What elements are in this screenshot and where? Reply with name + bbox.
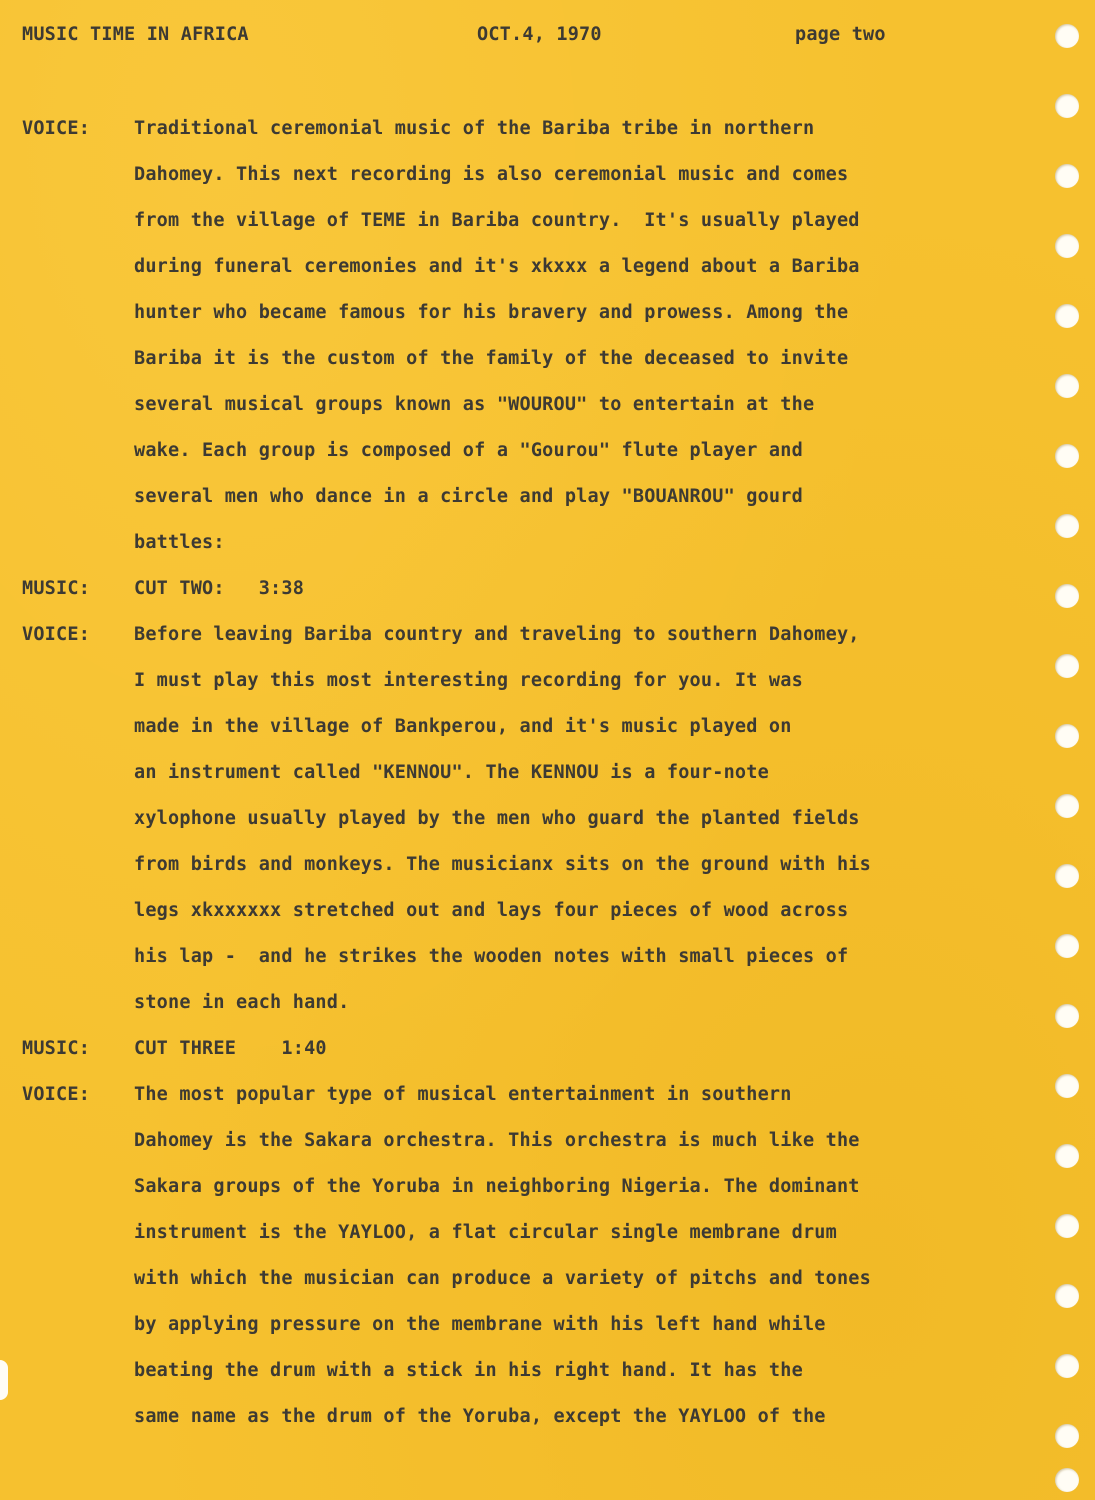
speaker-label-voice: VOICE: (22, 1084, 91, 1105)
perforation-hole (1055, 94, 1079, 118)
perforation-hole (1055, 1004, 1079, 1028)
script-line: several musical groups known as "WOUROU" to entertain at the (134, 394, 815, 415)
page-number: page two (795, 24, 886, 45)
page-header (0, 0, 1095, 60)
perforation-hole (1055, 584, 1079, 608)
script-line: beating the drum with a stick in his right hand. It has the (134, 1360, 803, 1381)
script-line: an instrument called "KENNOU". The KENNOU is a four-note (134, 762, 769, 783)
perforation-strip (1055, 24, 1081, 1500)
script-line: Traditional ceremonial music of the Bariba tribe in northern (134, 118, 815, 139)
speaker-label-voice: VOICE: (22, 118, 91, 139)
perforation-hole (1055, 1354, 1079, 1378)
script-line: Dahomey. This next recording is also ceremonial music and comes (134, 164, 849, 185)
music-cut: CUT THREE 1:40 (134, 1038, 327, 1059)
script-line: Sakara groups of the Yoruba in neighboring Nigeria. The dominant (134, 1176, 860, 1197)
script-line: hunter who became famous for his bravery and prowess. Among the (134, 302, 849, 323)
perforation-hole (1055, 724, 1079, 748)
script-line: Bariba it is the custom of the family of the deceased to invite (134, 348, 849, 369)
perforation-hole (1055, 1424, 1079, 1448)
broadcast-date: OCT.4, 1970 (477, 24, 602, 45)
script-line: made in the village of Bankperou, and it's music played on (134, 716, 792, 737)
script-line: Before leaving Bariba country and traveling to southern Dahomey, (134, 624, 860, 645)
script-line: wake. Each group is composed of a "Gourou" flute player and (134, 440, 803, 461)
script-line: same name as the drum of the Yoruba, except the YAYLOO of the (134, 1406, 826, 1427)
script-line: from birds and monkeys. The musicianx sits on the ground with his (134, 854, 871, 875)
perforation-hole (1055, 794, 1079, 818)
perforation-hole (1055, 1144, 1079, 1168)
speaker-label-voice: VOICE: (22, 624, 91, 645)
perforation-hole (1055, 514, 1079, 538)
perforation-hole (1055, 1074, 1079, 1098)
perforation-hole (1055, 934, 1079, 958)
script-line: I must play this most interesting recording for you. It was (134, 670, 803, 691)
speaker-label-music: MUSIC: (22, 1038, 91, 1059)
perforation-hole (1055, 164, 1079, 188)
speaker-label-music: MUSIC: (22, 578, 91, 599)
perforation-hole (1055, 864, 1079, 888)
script-line: The most popular type of musical entertainment in southern (134, 1084, 792, 1105)
perforation-hole (1055, 24, 1079, 48)
script-line: instrument is the YAYLOO, a flat circular single membrane drum (134, 1222, 837, 1243)
script-line: stone in each hand. (134, 992, 350, 1013)
perforation-hole (1055, 234, 1079, 258)
perforation-hole (1055, 1284, 1079, 1308)
script-line: by applying pressure on the membrane with his left hand while (134, 1314, 826, 1335)
music-cut: CUT TWO: 3:38 (134, 578, 305, 599)
script-line: several men who dance in a circle and play "BOUANROU" gourd (134, 486, 803, 507)
script-line: during funeral ceremonies and it's xkxxx a legend about a Bariba (134, 256, 860, 277)
script-line: from the village of TEME in Bariba country. It's usually played (134, 210, 860, 231)
script-line: battles: (134, 532, 225, 553)
perforation-hole (1055, 444, 1079, 468)
script-line: Dahomey is the Sakara orchestra. This orchestra is much like the (134, 1130, 860, 1151)
program-title: MUSIC TIME IN AFRICA (22, 24, 249, 45)
paper-tear-notch (0, 1360, 8, 1400)
script-line: legs xkxxxxxx stretched out and lays four pieces of wood across (134, 900, 849, 921)
perforation-hole (1055, 654, 1079, 678)
perforation-hole (1055, 374, 1079, 398)
script-line: his lap - and he strikes the wooden notes with small pieces of (134, 946, 849, 967)
perforation-hole (1055, 304, 1079, 328)
script-line: xylophone usually played by the men who guard the planted fields (134, 808, 860, 829)
perforation-hole (1055, 1214, 1079, 1238)
perforation-hole (1055, 1468, 1079, 1492)
script-line: with which the musician can produce a variety of pitchs and tones (134, 1268, 871, 1289)
